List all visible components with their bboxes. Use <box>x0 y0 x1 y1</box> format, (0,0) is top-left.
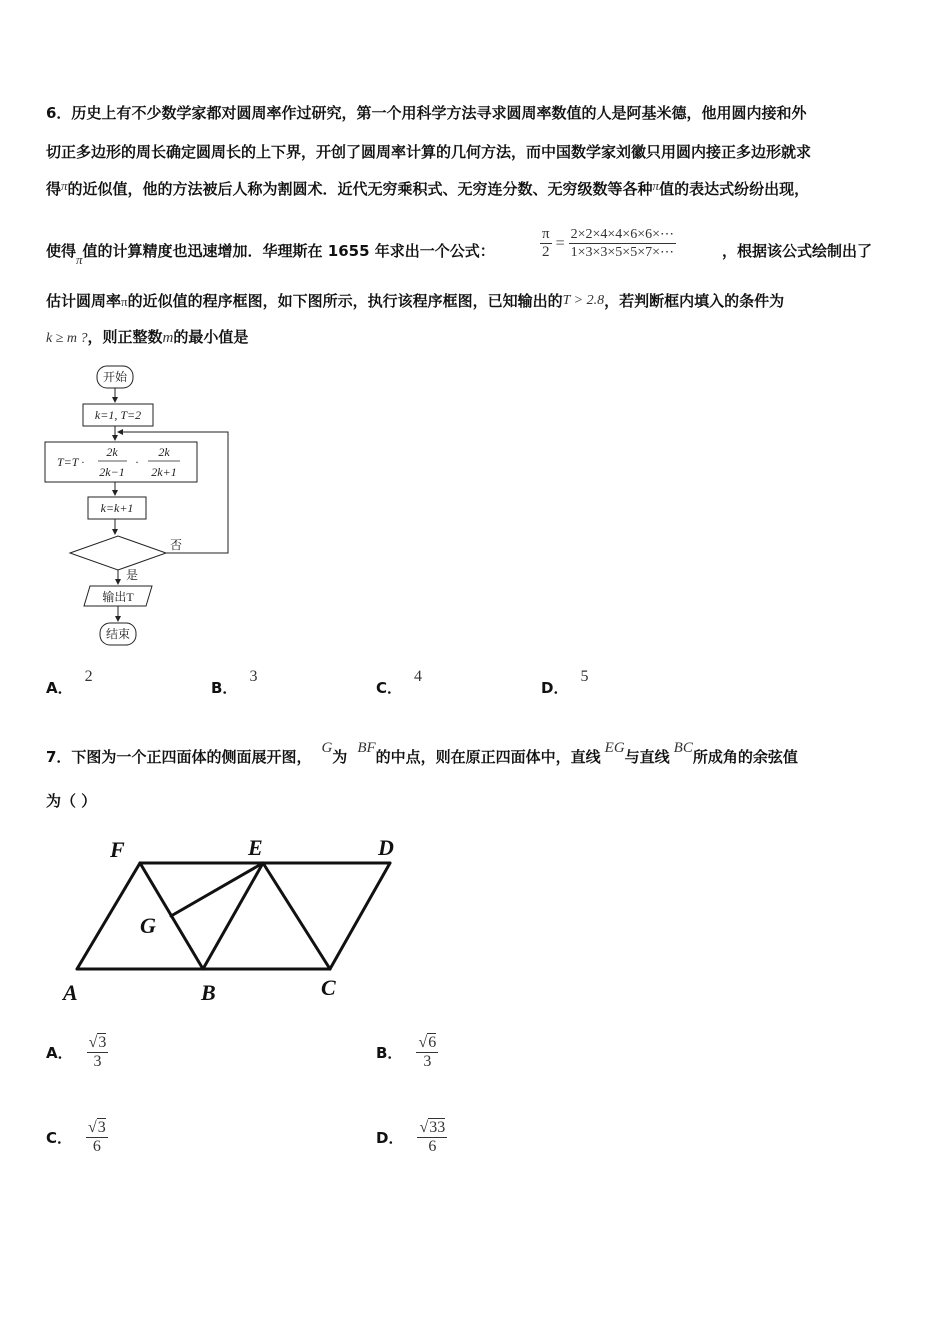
start-label: 开始 <box>102 370 128 384</box>
decision-node <box>70 536 166 570</box>
tetrahedron-net-figure <box>55 830 415 1010</box>
edge-CD <box>330 863 390 969</box>
pi-symbol: π <box>76 252 83 267</box>
label-B: B <box>201 980 216 1005</box>
pi-symbol: π <box>652 178 660 193</box>
init-label: k=1, T=2 <box>94 408 142 422</box>
q7-option-a: A． $\frac{√3}{3}$ <box>46 1034 107 1070</box>
edge-EC <box>263 863 330 969</box>
q7-line2: 为（ ） <box>46 792 97 810</box>
q6-line2: 切正多边形的周长确定圆周长的上下界，开创了圆周率计算的几何方法，而中国数学家刘徽只用圆内接正多边形就求 <box>46 143 812 161</box>
output-label: 输出T <box>102 590 134 604</box>
label-C: C <box>321 975 336 1000</box>
q6-option-b: B．3 <box>211 668 258 697</box>
label-A: A <box>63 980 78 1005</box>
q7-line1: 7．下图为一个正四面体的侧面展开图， G为 BF的中点，则在原正四面体中，直线 EG与直线 BC所成角的余弦值 <box>46 740 798 766</box>
q6-line6: k ≥ m ?，则正整数m的最小值是 <box>46 328 249 346</box>
q6-line5: 估计圆周率π的近似值的程序框图，如下图所示，执行该程序框图，已知输出的T > 2.8，若判断框内填入的条件为 <box>46 292 785 310</box>
output-condition: T > 2.8 <box>562 293 605 308</box>
inc-label: k=k+1 <box>100 501 134 515</box>
q6-option-a: A．2 <box>46 668 93 697</box>
end-label: 结束 <box>105 627 131 641</box>
no-label: 否 <box>170 538 183 552</box>
condition: k ≥ m ? <box>46 331 88 346</box>
q7-option-d: D． $\frac{√33}{6}$ <box>376 1119 446 1155</box>
formula-rhs: $\frac{2\times 2\times 4\times 4\times 6\times 6\times\cdots}{1\times 3\times 3\times 5\times 5\times 7\times\cdots}$ <box>570 227 674 260</box>
wallis-formula: $\frac{\pi}{2}$ = $\frac{2\times 2\times 4\times 4\times 6\times 6\times\cdots}{1\times 3\times 3\times 5\times 5\times 7\times\cdots}$ <box>542 226 674 260</box>
q6-option-c: C．4 <box>376 668 423 697</box>
label-E: E <box>248 835 263 860</box>
frac1-num: 2k <box>106 445 118 459</box>
q7-option-b: B． $\frac{√6}{3}$ <box>376 1034 437 1070</box>
yes-label: 是 <box>126 568 139 582</box>
frac1-den: 2k−1 <box>99 465 125 479</box>
frac2-num: 2k <box>158 445 170 459</box>
pi-symbol: π <box>61 178 68 193</box>
assign-lhs: T=T · <box>57 455 85 469</box>
edge-AF <box>77 863 140 969</box>
flowchart <box>40 362 240 652</box>
pi-symbol: π <box>121 294 128 309</box>
q6-option-d: D．5 <box>541 668 589 697</box>
q7-option-c: C． $\frac{√3}{6}$ <box>46 1119 106 1155</box>
mult-dot: · <box>135 455 139 469</box>
q6-line4: 使得π值的计算精度也迅速增加．华理斯在 1655 年求出一个公式： <box>46 242 495 267</box>
label-G: G <box>140 913 156 938</box>
formula-lhs: $\frac{\pi}{2}$ <box>542 226 550 260</box>
label-D: D <box>378 835 394 860</box>
q6-line1: 6．历史上有不少数学家都对圆周率作过研究，第一个用科学方法寻求圆周率数值的人是阿基米德，他用圆内接和外 <box>46 104 807 122</box>
frac2-den: 2k+1 <box>151 465 177 479</box>
q6-line4-end: ，根据该公式绘制出了 <box>722 242 873 260</box>
label-F: F <box>110 837 125 862</box>
q6-line3: 得π的近似值，他的方法被后人称为割圆术．近代无穷乘积式、无穷连分数、无穷级数等各种π值的表达式纷纷出现， <box>46 178 810 198</box>
